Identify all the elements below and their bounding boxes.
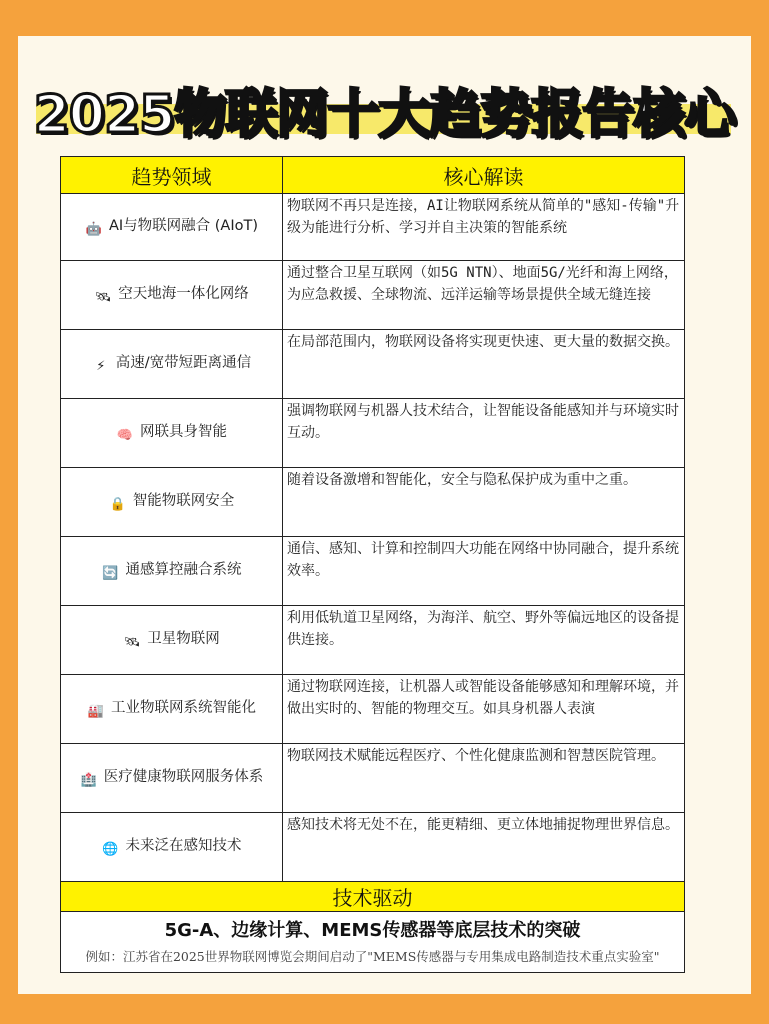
trend-desc-cell: 通过整合卫星互联网（如5G NTN）、地面5G/光纤和海上网络，为应急救援、全球物流、远洋运输等场景提供全域无缝连接 bbox=[283, 261, 685, 330]
tech-section-header bbox=[61, 882, 685, 912]
lock-icon: 🔒 bbox=[109, 496, 126, 512]
satellite-icon: 🛰 bbox=[94, 289, 112, 305]
trend-area-cell bbox=[61, 606, 283, 675]
tech-drive-row bbox=[61, 912, 685, 973]
trend-desc-cell: 物联网技术赋能远程医疗、个性化健康监测和智慧医院管理。 bbox=[283, 744, 685, 813]
trend-area-cell bbox=[61, 813, 283, 882]
trend-area-label: AI与物联网融合 (AIoT) bbox=[108, 217, 259, 234]
table-row bbox=[61, 261, 685, 330]
trend-area-cell bbox=[61, 330, 283, 399]
factory-icon: 🏭 bbox=[87, 703, 105, 719]
title-banner bbox=[28, 66, 741, 148]
table-row bbox=[61, 399, 685, 468]
trend-area-label: 医疗健康物联网服务体系 bbox=[103, 768, 264, 785]
table-row bbox=[61, 468, 685, 537]
trend-area-label: 工业物联网系统智能化 bbox=[111, 699, 256, 716]
trend-area-cell bbox=[61, 744, 283, 813]
trends-table bbox=[60, 156, 685, 973]
trend-area-label: 通感算控融合系统 bbox=[125, 561, 242, 578]
trend-desc-cell: 强调物联网与机器人技术结合，让智能设备能感知并与环境实时互动。 bbox=[283, 399, 685, 468]
trend-area-cell bbox=[61, 468, 283, 537]
table-row bbox=[61, 194, 685, 261]
trend-desc-cell: 通信、感知、计算和控制四大功能在网络中协同融合，提升系统效率。 bbox=[283, 537, 685, 606]
refresh-icon: 🔄 bbox=[102, 565, 119, 581]
table-row bbox=[61, 537, 685, 606]
trend-desc-cell: 通过物联网连接，让机器人或智能设备能够感知和理解环境，并做出实时的、智能的物理交互。如具身机器人表演 bbox=[283, 675, 685, 744]
trend-area-cell bbox=[61, 675, 283, 744]
trend-area-cell bbox=[61, 194, 283, 261]
table-header bbox=[61, 157, 685, 194]
trend-area-label: 高速/宽带短距离通信 bbox=[115, 354, 252, 371]
trend-area-cell bbox=[61, 537, 283, 606]
trend-desc-cell: 在局部范围内，物联网设备将实现更快速、更大量的数据交换。 bbox=[283, 330, 685, 399]
tech-section-label: 技术驱动 bbox=[61, 882, 685, 912]
trend-area-label: 网联具身智能 bbox=[140, 423, 227, 440]
header-desc: 核心解读 bbox=[283, 157, 685, 194]
tech-main-text: 5G-A、边缘计算、MEMS传感器等底层技术的突破 bbox=[164, 920, 581, 941]
brain-icon: 🧠 bbox=[116, 427, 134, 443]
table-row bbox=[61, 606, 685, 675]
table-row bbox=[61, 744, 685, 813]
tech-note-text: 例如：江苏省在2025世界物联网博览会期间启动了"MEMS传感器与专用集成电路制造技术重点实验室" bbox=[85, 949, 660, 964]
trend-area-label: 智能物联网安全 bbox=[132, 492, 235, 509]
trend-area-label: 空天地海一体化网络 bbox=[118, 285, 249, 302]
trend-area-cell bbox=[61, 261, 283, 330]
trend-desc-cell: 物联网不再只是连接，AI让物联网系统从简单的"感知-传输"升级为能进行分析、学习并自主决策的智能系统 bbox=[283, 194, 685, 261]
globe-icon: 🌐 bbox=[102, 841, 119, 857]
trend-desc-cell: 感知技术将无处不在，能更精细、更立体地捕捉物理世界信息。 bbox=[283, 813, 685, 882]
table-row bbox=[61, 813, 685, 882]
satellite-icon: 🛰 bbox=[123, 634, 141, 650]
header-area: 趋势领域 bbox=[61, 157, 283, 194]
trend-desc-cell: 利用低轨道卫星网络，为海洋、航空、野外等偏远地区的设备提供连接。 bbox=[283, 606, 685, 675]
lightning-icon: ⚡ bbox=[96, 358, 106, 374]
table-row bbox=[61, 675, 685, 744]
table-row bbox=[61, 330, 685, 399]
trend-area-cell bbox=[61, 399, 283, 468]
poster-card bbox=[18, 36, 751, 994]
page-title: 2025物联网十大趋势报告核心 bbox=[33, 85, 736, 145]
trend-area-label: 卫星物联网 bbox=[147, 630, 220, 647]
hospital-icon: 🏥 bbox=[80, 772, 97, 788]
trend-area-label: 未来泛在感知技术 bbox=[125, 837, 242, 854]
trend-desc-cell: 随着设备激增和智能化，安全与隐私保护成为重中之重。 bbox=[283, 468, 685, 537]
robot-icon: 🤖 bbox=[85, 221, 103, 237]
